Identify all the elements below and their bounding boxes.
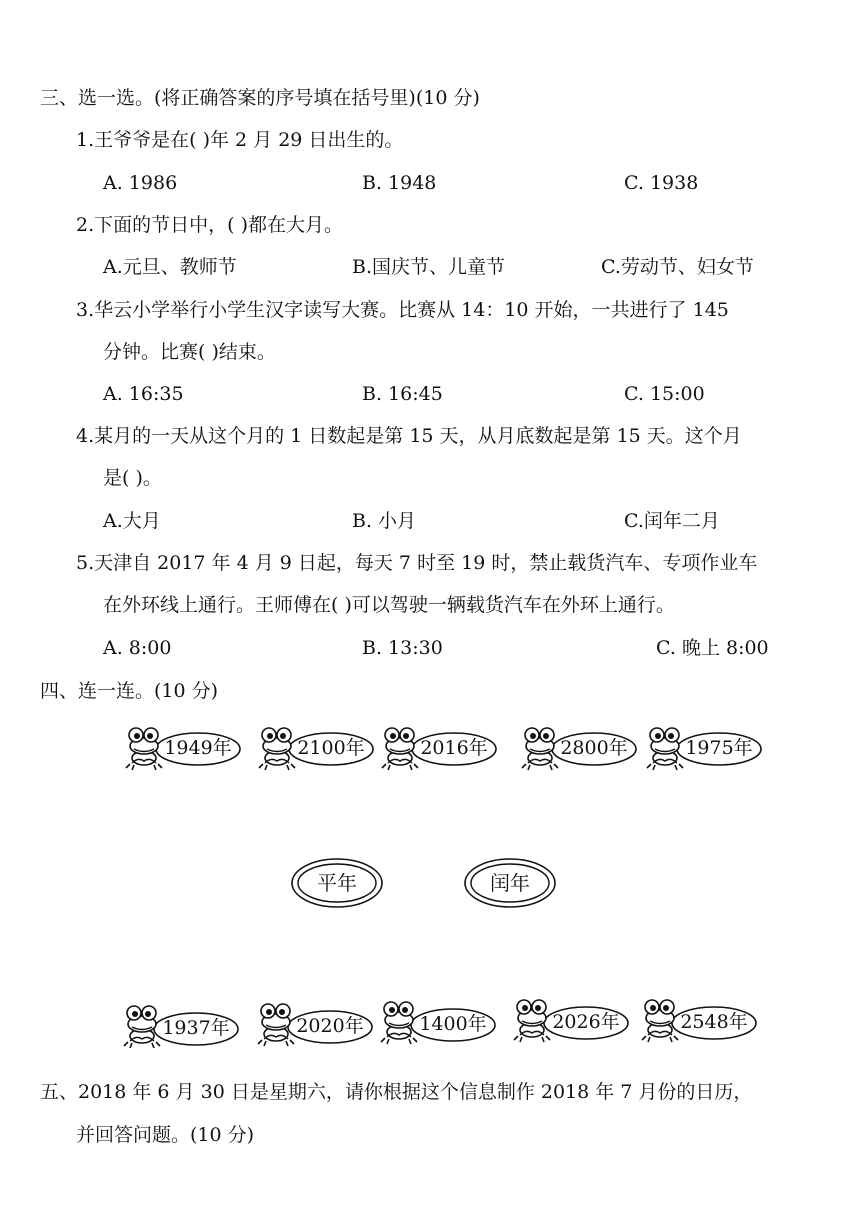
question-4-line-2: 是( )。	[103, 467, 162, 489]
q4-option-a: A.大月	[103, 510, 161, 532]
frog-year-label: 1937年	[162, 1017, 230, 1039]
q1-option-a: A. 1986	[103, 172, 178, 194]
frog-year-label: 2100年	[297, 737, 365, 759]
frog-year-card[interactable]	[376, 722, 496, 772]
question-1: 1.王爷爷是在( )年 2 月 29 日出生的。	[76, 129, 404, 151]
q1-option-c: C. 1938	[624, 172, 699, 194]
q2-option-a: A.元旦、教师节	[103, 256, 237, 278]
question-4-line-1: 4.某月的一天从这个月的 1 日数起是第 15 天，从月底数起是第 15 天。这个月	[76, 425, 742, 447]
section-4-title: 四、连一连。(10 分)	[40, 680, 219, 702]
frog-year-label: 1949年	[164, 737, 232, 759]
frog-year-label: 2800年	[560, 737, 628, 759]
question-3-line-2: 分钟。比赛( )结束。	[103, 341, 276, 363]
badge-label: 平年	[317, 871, 357, 895]
badge-common-year[interactable]	[290, 857, 384, 909]
frog-year-label: 2026年	[552, 1011, 620, 1033]
frog-year-label: 2016年	[420, 737, 488, 759]
section-5-line-1: 五、2018 年 6 月 30 日是星期六，请你根据这个信息制作 2018 年 7 月份的日历，	[40, 1081, 753, 1103]
q4-option-b: B. 小月	[352, 510, 417, 532]
frog-year-label: 2548年	[680, 1011, 748, 1033]
question-5-line-2: 在外环线上通行。王师傅在( )可以驾驶一辆载货汽车在外环上通行。	[103, 594, 675, 616]
frog-year-card[interactable]	[120, 722, 240, 772]
q5-option-b: B. 13:30	[362, 637, 443, 659]
question-2: 2.下面的节日中，( )都在大月。	[76, 214, 343, 236]
frog-year-card[interactable]	[508, 994, 628, 1044]
frog-year-card[interactable]	[641, 722, 761, 772]
q5-option-a: A. 8:00	[103, 637, 172, 659]
frog-year-card[interactable]	[375, 996, 495, 1046]
question-3-line-1: 3.华云小学举行小学生汉字读写大赛。比赛从 14：10 开始，一共进行了 145	[76, 299, 729, 321]
q2-option-b: B.国庆节、儿童节	[352, 256, 506, 278]
q1-option-b: B. 1948	[362, 172, 437, 194]
frog-year-card[interactable]	[253, 722, 373, 772]
section-3-title: 三、选一选。(将正确答案的序号填在括号里)(10 分)	[40, 87, 480, 109]
frog-year-card[interactable]	[636, 994, 756, 1044]
badge-label: 闰年	[490, 871, 530, 895]
frog-year-card[interactable]	[516, 722, 636, 772]
question-5-line-1: 5.天津自 2017 年 4 月 9 日起，每天 7 时至 19 时，禁止载货汽车、专项作业车	[76, 552, 758, 574]
frog-year-card[interactable]	[118, 1000, 238, 1050]
frog-year-card[interactable]	[252, 998, 372, 1048]
q3-option-b: B. 16:45	[362, 383, 443, 405]
frog-year-label: 1975年	[685, 737, 753, 759]
frog-year-label: 1400年	[419, 1013, 487, 1035]
q3-option-c: C. 15:00	[624, 383, 705, 405]
q3-option-a: A. 16:35	[103, 383, 184, 405]
q5-option-c: C. 晚上 8:00	[656, 637, 769, 659]
q2-option-c: C.劳动节、妇女节	[601, 256, 754, 278]
frog-year-label: 2020年	[296, 1015, 364, 1037]
section-5-line-2: 并回答问题。(10 分)	[76, 1124, 255, 1146]
badge-leap-year[interactable]	[463, 857, 557, 909]
q4-option-c: C.闰年二月	[624, 510, 720, 532]
